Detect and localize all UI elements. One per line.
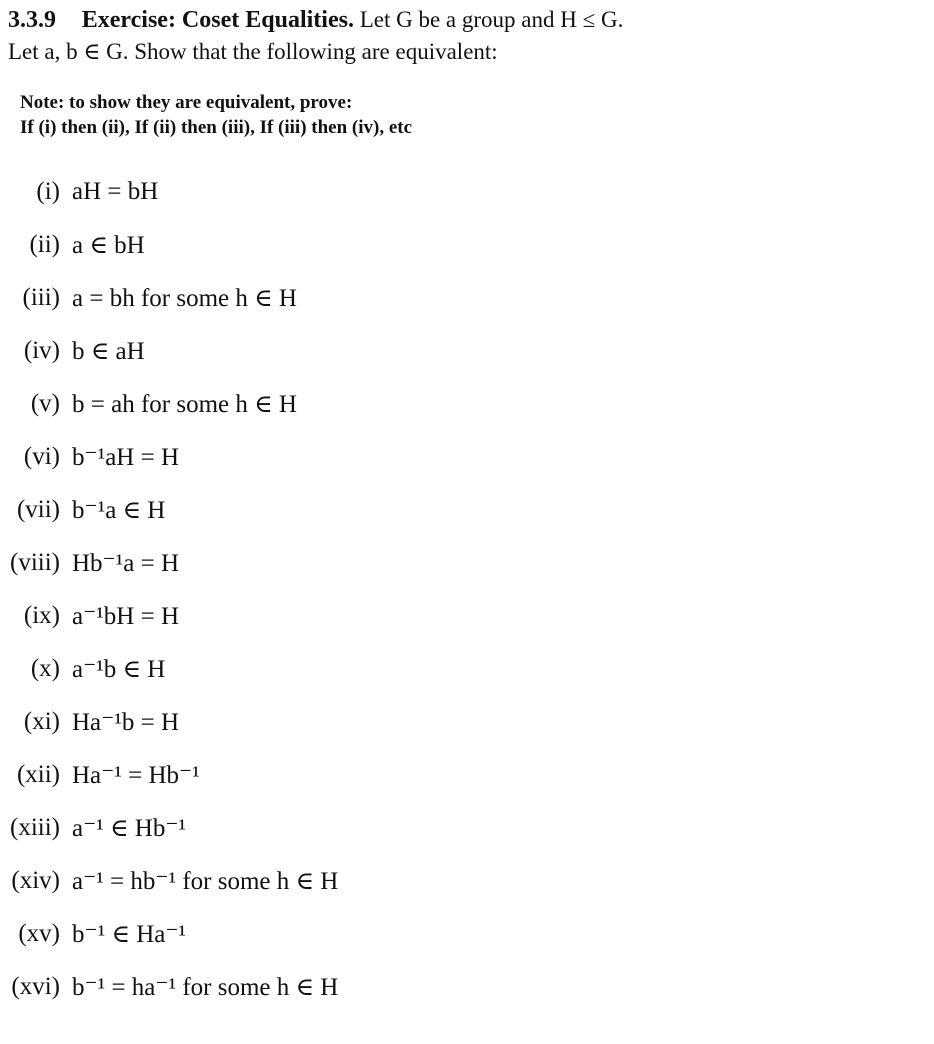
list-item: [0, 755, 200, 795]
list-item: [0, 702, 179, 742]
exercise-number: 3.3.9: [8, 7, 56, 33]
item-label: (xi): [23, 708, 60, 735]
item-label: (iii): [22, 284, 60, 311]
list-item: [0, 278, 297, 318]
item-statement: b = ah for some h ∈ H: [72, 391, 297, 418]
item-statement: Ha⁻¹b = H: [72, 709, 179, 736]
item-label: (i): [36, 178, 60, 205]
exercise-intro-2: Let a, b ∈ G. Show that the following are equivalent:: [8, 39, 498, 64]
item-label: (xiv): [11, 867, 60, 894]
item-statement: b⁻¹ ∈ Ha⁻¹: [72, 921, 187, 948]
item-statement: a⁻¹b ∈ H: [72, 656, 166, 683]
list-item: [0, 543, 179, 583]
item-statement: aH = bH: [72, 178, 159, 205]
list-item: [0, 331, 145, 371]
item-label: (x): [30, 655, 60, 682]
item-label: (xv): [18, 920, 60, 947]
item-label: (vii): [16, 496, 60, 523]
list-item: [0, 808, 186, 848]
item-label: (xii): [16, 761, 60, 788]
item-statement: a ∈ bH: [72, 232, 145, 259]
item-label: (xiii): [10, 814, 60, 841]
list-item: [0, 861, 338, 901]
list-item: [0, 914, 186, 954]
header-line-1: [8, 4, 908, 36]
note-block: [20, 90, 412, 140]
note-line-1: Note: to show they are equivalent, prove:: [20, 92, 353, 113]
item-statement: a = bh for some h ∈ H: [72, 285, 297, 312]
list-item: [0, 384, 297, 424]
exercise-header: [8, 4, 908, 68]
item-statement: Ha⁻¹ = Hb⁻¹: [72, 762, 200, 789]
item-label: (v): [30, 390, 60, 417]
item-label: (viii): [10, 549, 60, 576]
item-label: (ix): [23, 602, 60, 629]
item-statement: a⁻¹ ∈ Hb⁻¹: [72, 815, 187, 842]
list-item: [0, 172, 158, 212]
note-line-2: If (i) then (ii), If (ii) then (iii), If (iii) then (iv), etc: [20, 117, 413, 138]
item-statement: a⁻¹ = hb⁻¹ for some h ∈ H: [72, 868, 339, 895]
list-item: [0, 596, 179, 636]
item-label: (iv): [23, 337, 60, 364]
list-item: [0, 437, 179, 477]
exercise-intro-1: Let G be a group and H ≤ G.: [359, 7, 624, 32]
item-statement: Hb⁻¹a = H: [72, 550, 179, 577]
list-item: [0, 967, 338, 1007]
item-statement: b ∈ aH: [72, 338, 145, 365]
list-item: [0, 225, 145, 265]
item-statement: b⁻¹a ∈ H: [72, 497, 166, 524]
item-statement: b⁻¹aH = H: [72, 444, 179, 471]
item-label: (xvi): [11, 973, 60, 1000]
item-statement: b⁻¹ = ha⁻¹ for some h ∈ H: [72, 974, 339, 1001]
item-label: (ii): [29, 231, 60, 258]
exercise-title: Exercise: Coset Equalities.: [81, 7, 354, 33]
item-label: (vi): [23, 443, 60, 470]
list-item: [0, 490, 165, 530]
list-item: [0, 649, 165, 689]
item-statement: a⁻¹bH = H: [72, 603, 179, 630]
